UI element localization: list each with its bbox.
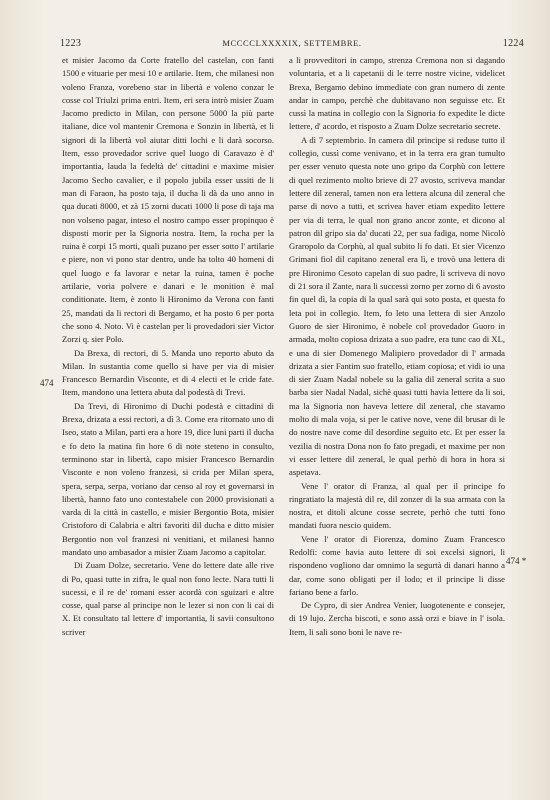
paragraph: Da Brexa, di rectori, di 5. Manda uno reporto abuto da Milan. In sustantia come quello si have per via di misier Francesco Bernardin Visconte, et di 4 electi et le cride fate. Item, mandono una lettera abuta dal podestà di Trevi.: [62, 347, 274, 398]
left-column: [62, 54, 274, 639]
right-column: [289, 54, 505, 639]
paragraph: Vene l' orator di Franza, al qual per il principe fo ringratiato la majestà dil re, dil zonzer di la sua armata con la nostra, et ditoli alcune cosse secrete, perhò che tutti fono mandati fuora nescio quidem.: [289, 480, 505, 531]
paragraph: Vene l' orator di Fiorenza, domino Zuam Francesco Redolfi: come havia auto lettere di soi excelsi signori, li rispondeno vogliono dar omnimo la segurtà di danari hanno a dar, come sono obligati per il lodo; et il principe li disse fariano bene a farlo.: [289, 533, 505, 597]
paragraph: Di Zuam Dolze, secretario. Vene do lettere date alle rive di Po, quasi tutte in zifra, le qual non fono lecte. Nara tutti li sucessi, e il re de' romani esser acordà con sguizari e altre cosse, qual parse al principe non le lezer si non con li cai di X. Et consultato tal lettere d' importantia, li savii consultono scriver: [62, 560, 274, 637]
page-number-left: 1223: [60, 38, 82, 49]
paragraph: et misier Jacomo da Corte fratello del castelan, con fanti 1500 e vituarie per mesi 10 e artilarie. Item, che milanesi non voleno Franza, vorebeno star in libertà e voleno conzar le cosse col Triulzi prima entri. Item, eri sera intrò misier Zuam Jacomo predicto in Milan, con persone 5000 la più parte italiane, dice vol mantenir Cremona e Sonzin in libertà, et li signori di la libertà vol aiutar ditti lochi e li darà socorso. Item, esso provedador scrive quel luogo di Caravazo è d' importantia, lauda la fedeltà de' cittadini e maxime misier Jacomo Secho cavalier, e il popolo jubila esser ussiti de li man di Faraon, ha posto taja, il ducha li dà da uno anno in qua ducati 8000, et zà 15 zorni ducati 1000 li pose di taja ma non volseno pagar, inteso el nostro campo esser propinquo è disposti morir per la Signoria nostra. Item, la rocha per la ruina è corpi 15 morti, quali puzano per esser sotto l' artilarie e piere, non vi pono star dentro, unde ha tolto 40 homeni di quel luogo e fa lavorar e netar la ruina, tamen è poche artilarie, voria polvere e danari e le monition è mal conditionate. Item, è zonto li Hironimo da Verona con fanti 25, mandati da li rectori di Bergamo, et ha posto 6 per porta che sono 4. Noto. Vi è castelan per li provedadori sier Victor Zorzi q. sier Polo.: [62, 55, 274, 345]
paragraph: a li provveditori in campo, strenza Cremona non si dagando voluntaria, et a li capetanii di le terre nostre vicine, videlicet Brexa, Bergamo debino immediate con gran numero di zente andar in campo, perchè che dubitavano non seguisse etc. Et cussì la matina in collegio con la Signoria fo expedite le dicte lettere, d' acordo, et risposto a Zuam Dolze secretario secrete.: [289, 55, 505, 132]
paragraph: A dì 7 septembrio. In camera dil principe si reduse tutto il collegio, cussì come venivano, et in la terra era gran tumulto per esser venuto questa note uno gripo da Corphù con lettere di quel rezimento molto brieve di 27 avosto, scriveva mandar lettere dil zeneral, tamen non era lettera alcuna dil zeneral che parse di novo a tutti, et scrivea haver etiam expedito lettere per via di terra, le qual non grano ancor zonte, et dicono al patron dil gripo sia da' ducati 22, per sua fadiga, nome Nicolò Graropolo da Corphù, al qual subito li fo dati. Et sier Vicenzo Grimani fiol dil capitano zeneral era lì, e trovò una lettera di pre Hironimo Cesoto capelan di suo padre, li scriveva di novo di 21 sora il Zante, nara li successi zorno per zorno di 6 avosto fin quel dì, la copia di la qual sarà qui soto posta, et questa fo leta poi in collegio. Item, fo leto una lettera di sier Anzolo Guoro de sier Hironimo, è nobele col provedador Guoro in armada, molto copiosa drizata a suo padre, era tunc cao di XL, e una di sier Domenego Malipiero provedador di l' armada drizata a sier Fantim suo fratello, etiam copiosa; et vidi io una di sier Zuam Nadal nobele su la galia dil zeneral scrita a suo barba sier Nadal Nadal, sichè quasi tutti havia lettere da li soi, ma la Signoria non haveva lettere dil zeneral, che stavamo molto di mala voja, si per le cative nove, vene dil brusar di le do nostre nave come dil desordine seguito etc. Et per esser la vezilia di nostra Dona non fo fato pregadi, et maxime per non vi esser lettere dil zeneral, le qual perhò di hora in hora si aspetava.: [289, 134, 505, 478]
running-title: MCCCCLXXXXIX, SETTEMBRE.: [222, 38, 362, 48]
margin-number-left: 474: [40, 378, 54, 388]
paragraph: Da Trevi, di Hironimo di Duchi podestà e cittadini di Brexa, drizata a essi rectori, a dì 3. Come era ritornato uno di Iseo, stato a Milan, parti era a hore 19, dice luni parti il ducha e fo deto la matina fin hore 6 di note steteno in consulto, terminono star in libertà, capo misier Francesco Bernardin Visconte e non voleno franzesi, si crida per Milan spera, spera, serpa, serpa, voriano dar censo al roy et governarsi in libertà, hanno fato uno contestabele con 2000 provisionati a varda di la città in castello, e misier Bergontio Bota, misier Cristoforo di Calabria e altri favoriti dil ducha e ditto misier Bergontio non vol franzesi ni venitiani, et milanesi hanno mandato uno ambasador a misier Zuam Jacomo a capitolar.: [62, 400, 274, 557]
page-header: [60, 38, 524, 52]
margin-number-right: 474 *: [506, 556, 527, 566]
paragraph: De Cypro, di sier Andrea Venier, luogotenente e consejer, di 19 lujo. Zercha biscoti, e sono assà orzi e biave in l' isola. Item, li sali sono boni le nave re-: [289, 600, 505, 637]
page-number-right: 1224: [502, 38, 524, 49]
